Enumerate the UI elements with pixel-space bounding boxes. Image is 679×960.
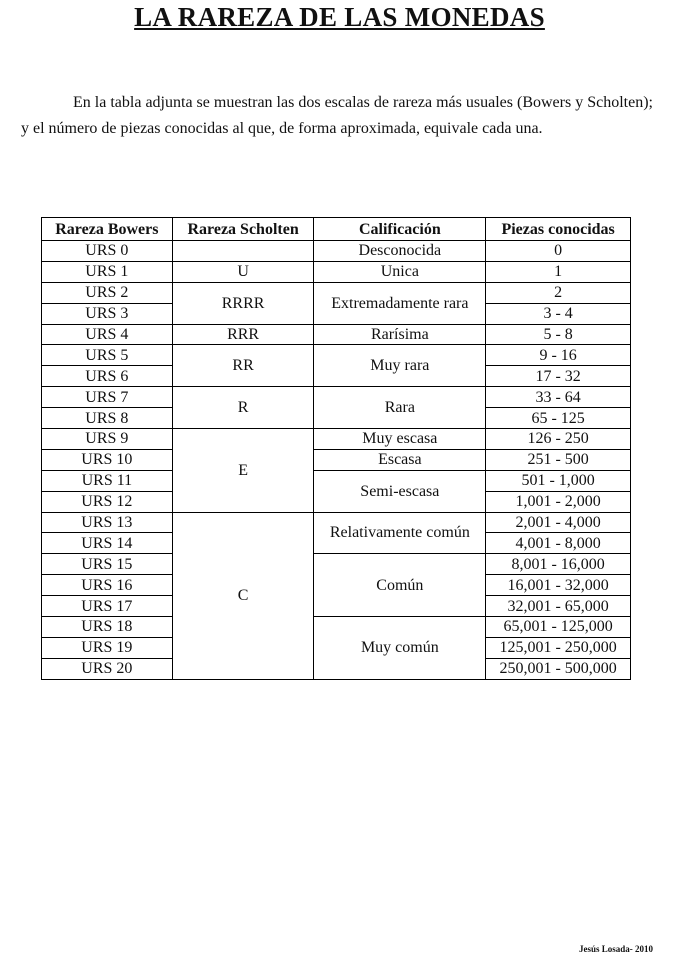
bowers-cell: URS 4 [42, 324, 173, 345]
scholten-cell [172, 241, 314, 262]
table-row [42, 261, 631, 282]
table-row [42, 617, 631, 638]
piezas-cell: 126 - 250 [486, 429, 631, 450]
scholten-cell: R [172, 387, 314, 429]
table-row [42, 282, 631, 303]
scholten-cell: RR [172, 345, 314, 387]
table-row [42, 429, 631, 450]
piezas-cell: 4,001 - 8,000 [486, 533, 631, 554]
bowers-cell: URS 0 [42, 241, 173, 262]
piezas-cell: 2,001 - 4,000 [486, 512, 631, 533]
piezas-cell: 8,001 - 16,000 [486, 554, 631, 575]
piezas-cell: 5 - 8 [486, 324, 631, 345]
table-row [42, 345, 631, 366]
table-row [42, 554, 631, 575]
bowers-cell: URS 15 [42, 554, 173, 575]
calificacion-cell: Extremadamente rara [314, 282, 486, 324]
calificacion-cell: Unica [314, 261, 486, 282]
piezas-cell: 3 - 4 [486, 303, 631, 324]
calificacion-cell: Desconocida [314, 241, 486, 262]
piezas-cell: 33 - 64 [486, 387, 631, 408]
piezas-cell: 1,001 - 2,000 [486, 491, 631, 512]
piezas-cell: 501 - 1,000 [486, 470, 631, 491]
bowers-cell: URS 18 [42, 617, 173, 638]
bowers-cell: URS 11 [42, 470, 173, 491]
calificacion-cell: Muy escasa [314, 429, 486, 450]
piezas-cell: 251 - 500 [486, 449, 631, 470]
header-scholten: Rareza Scholten [172, 218, 314, 241]
calificacion-cell: Muy común [314, 617, 486, 680]
calificacion-cell: Relativamente común [314, 512, 486, 554]
bowers-cell: URS 10 [42, 449, 173, 470]
header-calificacion: Calificación [314, 218, 486, 241]
scholten-cell: U [172, 261, 314, 282]
bowers-cell: URS 13 [42, 512, 173, 533]
piezas-cell: 125,001 - 250,000 [486, 637, 631, 658]
piezas-cell: 16,001 - 32,000 [486, 575, 631, 596]
bowers-cell: URS 5 [42, 345, 173, 366]
scholten-cell: RRRR [172, 282, 314, 324]
bowers-cell: URS 9 [42, 429, 173, 450]
header-piezas: Piezas conocidas [486, 218, 631, 241]
bowers-cell: URS 2 [42, 282, 173, 303]
piezas-cell: 9 - 16 [486, 345, 631, 366]
intro-paragraph [21, 90, 653, 142]
calificacion-cell: Muy rara [314, 345, 486, 387]
bowers-cell: URS 7 [42, 387, 173, 408]
piezas-cell: 65 - 125 [486, 408, 631, 429]
piezas-cell: 250,001 - 500,000 [486, 658, 631, 679]
author-signature: Jesús Losada- 2010 [578, 944, 653, 954]
bowers-cell: URS 6 [42, 366, 173, 387]
piezas-cell: 1 [486, 261, 631, 282]
calificacion-cell: Rarísima [314, 324, 486, 345]
header-bowers: Rareza Bowers [42, 218, 173, 241]
piezas-cell: 0 [486, 241, 631, 262]
calificacion-cell: Semi-escasa [314, 470, 486, 512]
intro-text: En la tabla adjunta se muestran las dos escalas de rareza más usuales (Bowers y Scholten); y el número de piezas conocidas al que, de forma aproximada, equivale cada una. [21, 94, 653, 137]
piezas-cell: 2 [486, 282, 631, 303]
bowers-cell: URS 3 [42, 303, 173, 324]
scholten-cell: C [172, 512, 314, 679]
bowers-cell: URS 19 [42, 637, 173, 658]
bowers-cell: URS 16 [42, 575, 173, 596]
table-row [42, 512, 631, 533]
scholten-cell: RRR [172, 324, 314, 345]
piezas-cell: 17 - 32 [486, 366, 631, 387]
calificacion-cell: Escasa [314, 449, 486, 470]
bowers-cell: URS 17 [42, 596, 173, 617]
bowers-cell: URS 20 [42, 658, 173, 679]
table-row [42, 387, 631, 408]
table-row [42, 241, 631, 262]
bowers-cell: URS 12 [42, 491, 173, 512]
page-title: LA RAREZA DE LAS MONEDAS [134, 2, 545, 32]
calificacion-cell: Rara [314, 387, 486, 429]
scholten-cell: E [172, 429, 314, 513]
rarity-table [41, 217, 631, 680]
piezas-cell: 65,001 - 125,000 [486, 617, 631, 638]
bowers-cell: URS 1 [42, 261, 173, 282]
calificacion-cell: Común [314, 554, 486, 617]
bowers-cell: URS 8 [42, 408, 173, 429]
bowers-cell: URS 14 [42, 533, 173, 554]
piezas-cell: 32,001 - 65,000 [486, 596, 631, 617]
table-header-row [42, 218, 631, 241]
table-row [42, 324, 631, 345]
table-row [42, 470, 631, 491]
table-row [42, 449, 631, 470]
